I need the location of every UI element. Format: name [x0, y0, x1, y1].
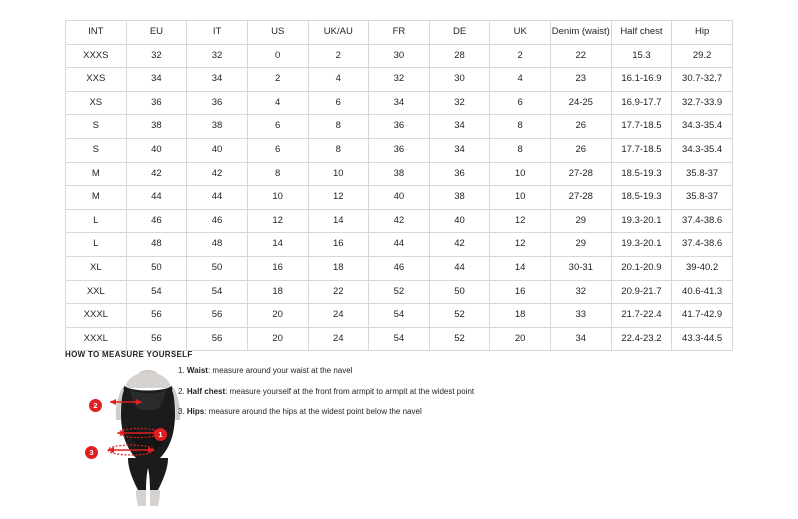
cell-int: XXS [66, 68, 127, 92]
step-term: Half chest [186, 386, 226, 396]
cell-it: 38 [187, 115, 248, 139]
cell-half-chest: 16.9-17.7 [611, 91, 672, 115]
cell-half-chest: 18.5-19.3 [611, 162, 672, 186]
cell-hip: 43.3-44.5 [672, 327, 733, 351]
cell-us: 6 [247, 138, 308, 162]
step-text: : measure around your waist at the navel [207, 366, 353, 375]
cell-denim-waist: 34 [551, 327, 612, 351]
cell-half-chest: 21.7-22.4 [611, 304, 672, 328]
measure-step-half-chest [178, 387, 598, 397]
cell-int: XS [66, 91, 127, 115]
cell-eu: 36 [126, 91, 187, 115]
cell-it: 46 [187, 209, 248, 233]
cell-us: 8 [247, 162, 308, 186]
cell-denim-waist: 29 [551, 233, 612, 257]
cell-fr: 46 [369, 256, 430, 280]
table-row [66, 68, 733, 92]
cell-int: L [66, 209, 127, 233]
cell-denim-waist: 26 [551, 115, 612, 139]
cell-half-chest: 20.9-21.7 [611, 280, 672, 304]
cell-hip: 41.7-42.9 [672, 304, 733, 328]
cell-uk: 10 [490, 186, 551, 210]
cell-us: 20 [247, 327, 308, 351]
column-header-uk-au: UK/AU [308, 21, 369, 45]
how-to-measure-title: HOW TO MEASURE YOURSELF [65, 350, 193, 359]
cell-de: 36 [429, 162, 490, 186]
cell-it: 54 [187, 280, 248, 304]
cell-hip: 30.7-32.7 [672, 68, 733, 92]
cell-it: 36 [187, 91, 248, 115]
cell-uk: 14 [490, 256, 551, 280]
cell-uk: 18 [490, 304, 551, 328]
cell-fr: 36 [369, 115, 430, 139]
cell-fr: 54 [369, 304, 430, 328]
cell-hip: 32.7-33.9 [672, 91, 733, 115]
cell-denim-waist: 23 [551, 68, 612, 92]
cell-hip: 40.6-41.3 [672, 280, 733, 304]
cell-de: 32 [429, 91, 490, 115]
cell-denim-waist: 30-31 [551, 256, 612, 280]
cell-uk-au: 8 [308, 138, 369, 162]
cell-it: 42 [187, 162, 248, 186]
cell-uk-au: 10 [308, 162, 369, 186]
cell-uk: 4 [490, 68, 551, 92]
cell-int: XXXL [66, 327, 127, 351]
cell-de: 38 [429, 186, 490, 210]
step-term: Waist [186, 366, 208, 375]
column-header-fr: FR [369, 21, 430, 45]
cell-uk-au: 16 [308, 233, 369, 257]
cell-it: 44 [187, 186, 248, 210]
cell-fr: 30 [369, 44, 430, 68]
column-header-denim-waist: Denim (waist) [551, 21, 612, 45]
cell-half-chest: 17.7-18.5 [611, 115, 672, 139]
measure-step-hips [178, 407, 598, 417]
cell-half-chest: 15.3 [611, 44, 672, 68]
cell-eu: 40 [126, 138, 187, 162]
column-header-eu: EU [126, 21, 187, 45]
cell-int: L [66, 233, 127, 257]
table-header [66, 21, 733, 45]
cell-uk: 6 [490, 91, 551, 115]
cell-de: 42 [429, 233, 490, 257]
cell-eu: 46 [126, 209, 187, 233]
cell-hip: 29.2 [672, 44, 733, 68]
table-row [66, 186, 733, 210]
measure-step-waist [178, 366, 598, 376]
cell-eu: 54 [126, 280, 187, 304]
table-body [66, 44, 733, 351]
cell-int: S [66, 138, 127, 162]
cell-us: 4 [247, 91, 308, 115]
cell-uk: 12 [490, 233, 551, 257]
cell-uk-au: 6 [308, 91, 369, 115]
cell-half-chest: 19.3-20.1 [611, 209, 672, 233]
cell-us: 12 [247, 209, 308, 233]
cell-uk-au: 18 [308, 256, 369, 280]
cell-us: 18 [247, 280, 308, 304]
cell-fr: 42 [369, 209, 430, 233]
step-index: 2. [178, 386, 185, 396]
cell-uk-au: 14 [308, 209, 369, 233]
table-header-row [66, 21, 733, 45]
cell-hip: 34.3-35.4 [672, 115, 733, 139]
table-row [66, 327, 733, 351]
cell-de: 40 [429, 209, 490, 233]
size-chart-table-container [65, 20, 733, 351]
cell-uk-au: 24 [308, 327, 369, 351]
cell-hip: 39-40.2 [672, 256, 733, 280]
cell-int: M [66, 162, 127, 186]
cell-us: 0 [247, 44, 308, 68]
cell-uk-au: 8 [308, 115, 369, 139]
cell-int: XXL [66, 280, 127, 304]
cell-half-chest: 20.1-20.9 [611, 256, 672, 280]
cell-it: 34 [187, 68, 248, 92]
cell-eu: 56 [126, 304, 187, 328]
table-row [66, 280, 733, 304]
table-row [66, 304, 733, 328]
cell-uk: 8 [490, 115, 551, 139]
cell-it: 56 [187, 327, 248, 351]
column-header-half-chest: Half chest [611, 21, 672, 45]
cell-uk-au: 22 [308, 280, 369, 304]
cell-int: XXXL [66, 304, 127, 328]
cell-it: 48 [187, 233, 248, 257]
cell-denim-waist: 32 [551, 280, 612, 304]
cell-denim-waist: 26 [551, 138, 612, 162]
cell-fr: 44 [369, 233, 430, 257]
cell-hip: 37.4-38.6 [672, 233, 733, 257]
cell-eu: 32 [126, 44, 187, 68]
cell-fr: 36 [369, 138, 430, 162]
cell-de: 50 [429, 280, 490, 304]
cell-us: 6 [247, 115, 308, 139]
cell-denim-waist: 33 [551, 304, 612, 328]
cell-uk: 12 [490, 209, 551, 233]
cell-half-chest: 16.1-16.9 [611, 68, 672, 92]
cell-hip: 35.8-37 [672, 162, 733, 186]
cell-uk: 2 [490, 44, 551, 68]
table-row [66, 162, 733, 186]
cell-eu: 42 [126, 162, 187, 186]
cell-de: 52 [429, 327, 490, 351]
cell-denim-waist: 27-28 [551, 162, 612, 186]
cell-denim-waist: 29 [551, 209, 612, 233]
cell-denim-waist: 27-28 [551, 186, 612, 210]
column-header-it: IT [187, 21, 248, 45]
cell-it: 40 [187, 138, 248, 162]
cell-hip: 37.4-38.6 [672, 209, 733, 233]
step-text: : measure yourself at the front from armpit to armpit at the widest point [225, 386, 475, 396]
cell-us: 2 [247, 68, 308, 92]
step-text: : measure around the hips at the widest point below the navel [204, 407, 422, 417]
cell-us: 14 [247, 233, 308, 257]
cell-it: 32 [187, 44, 248, 68]
cell-de: 52 [429, 304, 490, 328]
step-term: Hips [186, 407, 205, 417]
table-row [66, 44, 733, 68]
table-row [66, 256, 733, 280]
cell-uk: 8 [490, 138, 551, 162]
column-header-hip: Hip [672, 21, 733, 45]
cell-int: XL [66, 256, 127, 280]
cell-fr: 34 [369, 91, 430, 115]
cell-denim-waist: 22 [551, 44, 612, 68]
table-row [66, 115, 733, 139]
cell-eu: 34 [126, 68, 187, 92]
cell-fr: 38 [369, 162, 430, 186]
cell-uk: 16 [490, 280, 551, 304]
column-header-us: US [247, 21, 308, 45]
size-chart-table [65, 20, 733, 351]
step-index: 1. [178, 366, 185, 375]
cell-half-chest: 17.7-18.5 [611, 138, 672, 162]
column-header-int: INT [66, 21, 127, 45]
cell-uk-au: 12 [308, 186, 369, 210]
cell-eu: 50 [126, 256, 187, 280]
cell-de: 28 [429, 44, 490, 68]
cell-de: 34 [429, 115, 490, 139]
cell-fr: 40 [369, 186, 430, 210]
cell-uk: 20 [490, 327, 551, 351]
cell-int: S [66, 115, 127, 139]
cell-half-chest: 19.3-20.1 [611, 233, 672, 257]
cell-denim-waist: 24-25 [551, 91, 612, 115]
column-header-de: DE [429, 21, 490, 45]
cell-int: M [66, 186, 127, 210]
cell-it: 56 [187, 304, 248, 328]
cell-half-chest: 18.5-19.3 [611, 186, 672, 210]
cell-uk-au: 24 [308, 304, 369, 328]
cell-de: 30 [429, 68, 490, 92]
column-header-uk: UK [490, 21, 551, 45]
cell-eu: 48 [126, 233, 187, 257]
measure-badge-1: 1 [154, 428, 167, 441]
cell-fr: 32 [369, 68, 430, 92]
cell-int: XXXS [66, 44, 127, 68]
cell-uk-au: 4 [308, 68, 369, 92]
cell-us: 10 [247, 186, 308, 210]
cell-us: 16 [247, 256, 308, 280]
cell-fr: 54 [369, 327, 430, 351]
table-row [66, 138, 733, 162]
cell-it: 50 [187, 256, 248, 280]
cell-uk-au: 2 [308, 44, 369, 68]
cell-us: 20 [247, 304, 308, 328]
table-row [66, 209, 733, 233]
table-row [66, 91, 733, 115]
measure-steps-list [178, 366, 598, 428]
cell-eu: 38 [126, 115, 187, 139]
measure-badge-3: 3 [85, 446, 98, 459]
measure-badge-2: 2 [89, 399, 102, 412]
cell-eu: 44 [126, 186, 187, 210]
cell-hip: 35.8-37 [672, 186, 733, 210]
table-row [66, 233, 733, 257]
cell-eu: 56 [126, 327, 187, 351]
cell-hip: 34.3-35.4 [672, 138, 733, 162]
cell-de: 34 [429, 138, 490, 162]
cell-de: 44 [429, 256, 490, 280]
cell-uk: 10 [490, 162, 551, 186]
cell-fr: 52 [369, 280, 430, 304]
cell-half-chest: 22.4-23.2 [611, 327, 672, 351]
step-index: 3. [178, 407, 185, 417]
